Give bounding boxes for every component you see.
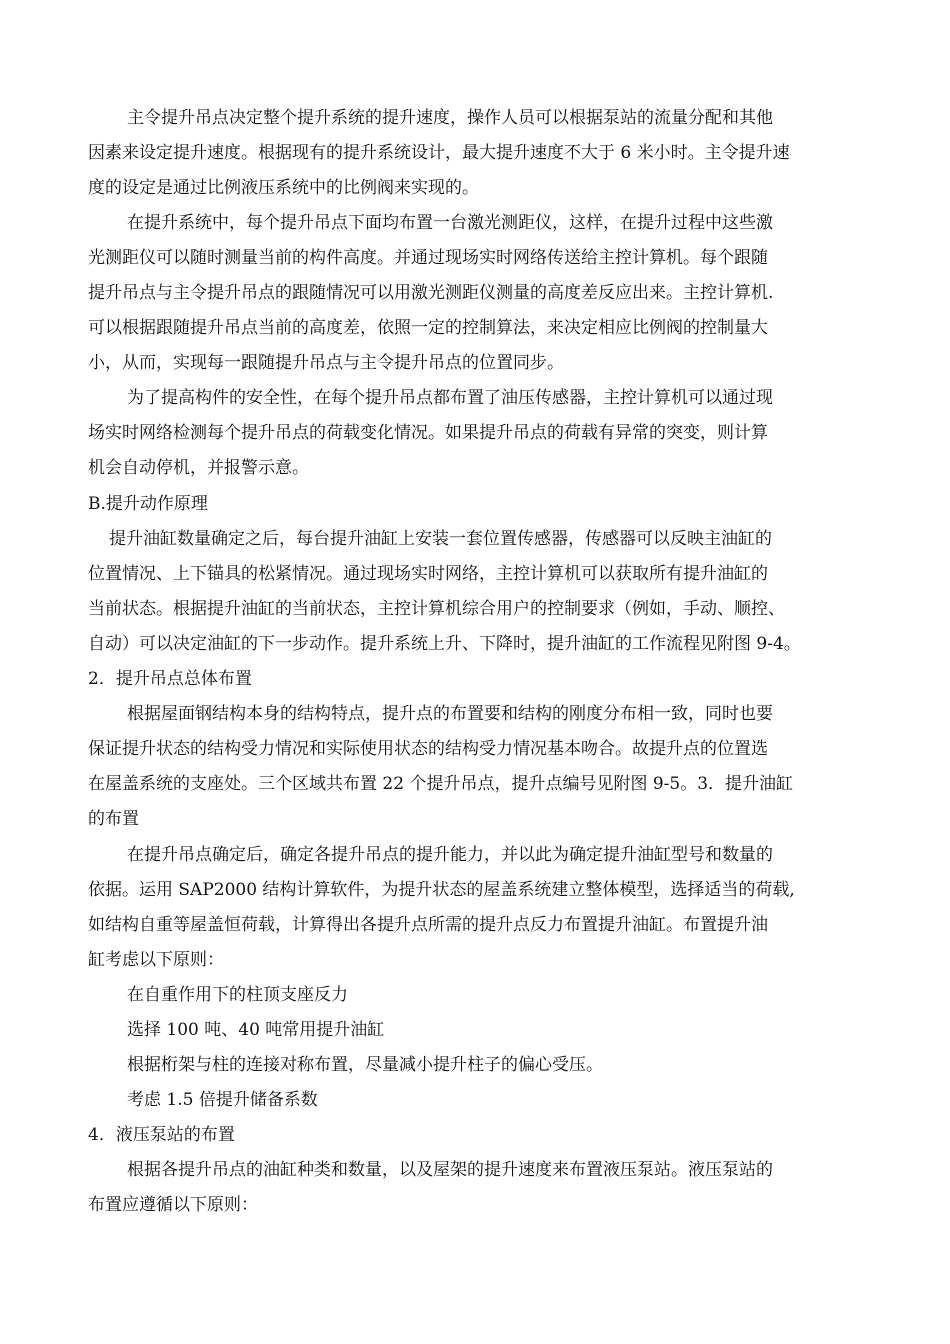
list-item: 考虑 1.5 倍提升储备系数 <box>127 1090 318 1110</box>
paragraph-line: 场实时网络检测每个提升吊点的荷载变化情况。如果提升吊点的荷载有异常的突变，则计算 <box>88 423 768 443</box>
paragraph-line: 缸考虑以下原则： <box>88 950 224 970</box>
paragraph-line: 为了提高构件的安全性，在每个提升吊点都布置了油压传感器，主控计算机可以通过现 <box>127 388 773 408</box>
paragraph-line: 因素来设定提升速度。根据现有的提升系统设计，最大提升速度不大于 6 米小时。主令提升速 <box>88 143 790 163</box>
list-item: 选择 100 吨、40 吨常用提升油缸 <box>127 1020 385 1040</box>
section-heading: 4．液压泵站的布置 <box>88 1125 235 1145</box>
paragraph-line: 度的设定是通过比例液压系统中的比例阀来实现的。 <box>88 178 479 198</box>
paragraph-line: 机会自动停机，并报警示意。 <box>88 458 309 478</box>
paragraph-line: 的布置 <box>88 809 139 829</box>
paragraph-line: 在提升吊点确定后，确定各提升吊点的提升能力，并以此为确定提升油缸型号和数量的 <box>127 845 773 865</box>
paragraph-line: 依据。运用 SAP2000 结构计算软件，为提升状态的屋盖系统建立整体模型，选择适当的荷载, <box>88 880 795 900</box>
list-item: 在自重作用下的柱顶支座反力 <box>127 985 348 1005</box>
paragraph-line: 小，从而，实现每一跟随提升吊点与主令提升吊点的位置同步。 <box>88 353 564 373</box>
paragraph-line: 提升油缸数量确定之后，每台提升油缸上安装一套位置传感器，传感器可以反映主油缸的 <box>109 529 772 549</box>
paragraph-line: 根据各提升吊点的油缸种类和数量，以及屋架的提升速度来布置液压泵站。液压泵站的 <box>127 1160 773 1180</box>
paragraph-line: 在屋盖系统的支座处。三个区域共布置 22 个提升吊点，提升点编号见附图 9-5。3．提升油缸 <box>88 774 794 794</box>
paragraph-line: 在提升系统中，每个提升吊点下面均布置一台激光测距仪，这样，在提升过程中这些激 <box>127 213 773 233</box>
paragraph-line: 可以根据跟随提升吊点当前的高度差，依照一定的控制算法，来决定相应比例阀的控制量大 <box>88 318 768 338</box>
paragraph-line: 自动）可以决定油缸的下一步动作。提升系统上升、下降时，提升油缸的工作流程见附图 9-4。 <box>88 634 801 654</box>
paragraph-line: 如结构自重等屋盖恒荷载，计算得出各提升点所需的提升点反力布置提升油缸。布置提升油 <box>88 915 768 935</box>
paragraph-line: 保证提升状态的结构受力情况和实际使用状态的结构受力情况基本吻合。故提升点的位置选 <box>88 739 768 759</box>
list-item: 根据桁架与柱的连接对称布置，尽量减小提升柱子的偏心受压。 <box>127 1055 603 1075</box>
paragraph-line: 位置情况、上下锚具的松紧情况。通过现场实时网络，主控计算机可以获取所有提升油缸的 <box>88 564 768 584</box>
paragraph-line: 根据屋面钢结构本身的结构特点，提升点的布置要和结构的刚度分布相一致，同时也要 <box>127 704 773 724</box>
section-heading: B.提升动作原理 <box>88 494 208 514</box>
paragraph-line: 布置应遵循以下原则： <box>88 1195 258 1215</box>
section-heading: 2．提升吊点总体布置 <box>88 669 252 689</box>
paragraph-line: 当前状态。根据提升油缸的当前状态，主控计算机综合用户的控制要求（例如，手动、顺控、 <box>88 599 785 619</box>
paragraph-line: 光测距仪可以随时测量当前的构件高度。并通过现场实时网络传送给主控计算机。每个跟随 <box>88 248 768 268</box>
paragraph-line: 主令提升吊点决定整个提升系统的提升速度，操作人员可以根据泵站的流量分配和其他 <box>127 108 773 128</box>
paragraph-line: 提升吊点与主令提升吊点的跟随情况可以用激光测距仪测量的高度差反应出来。主控计算机. <box>88 283 774 303</box>
